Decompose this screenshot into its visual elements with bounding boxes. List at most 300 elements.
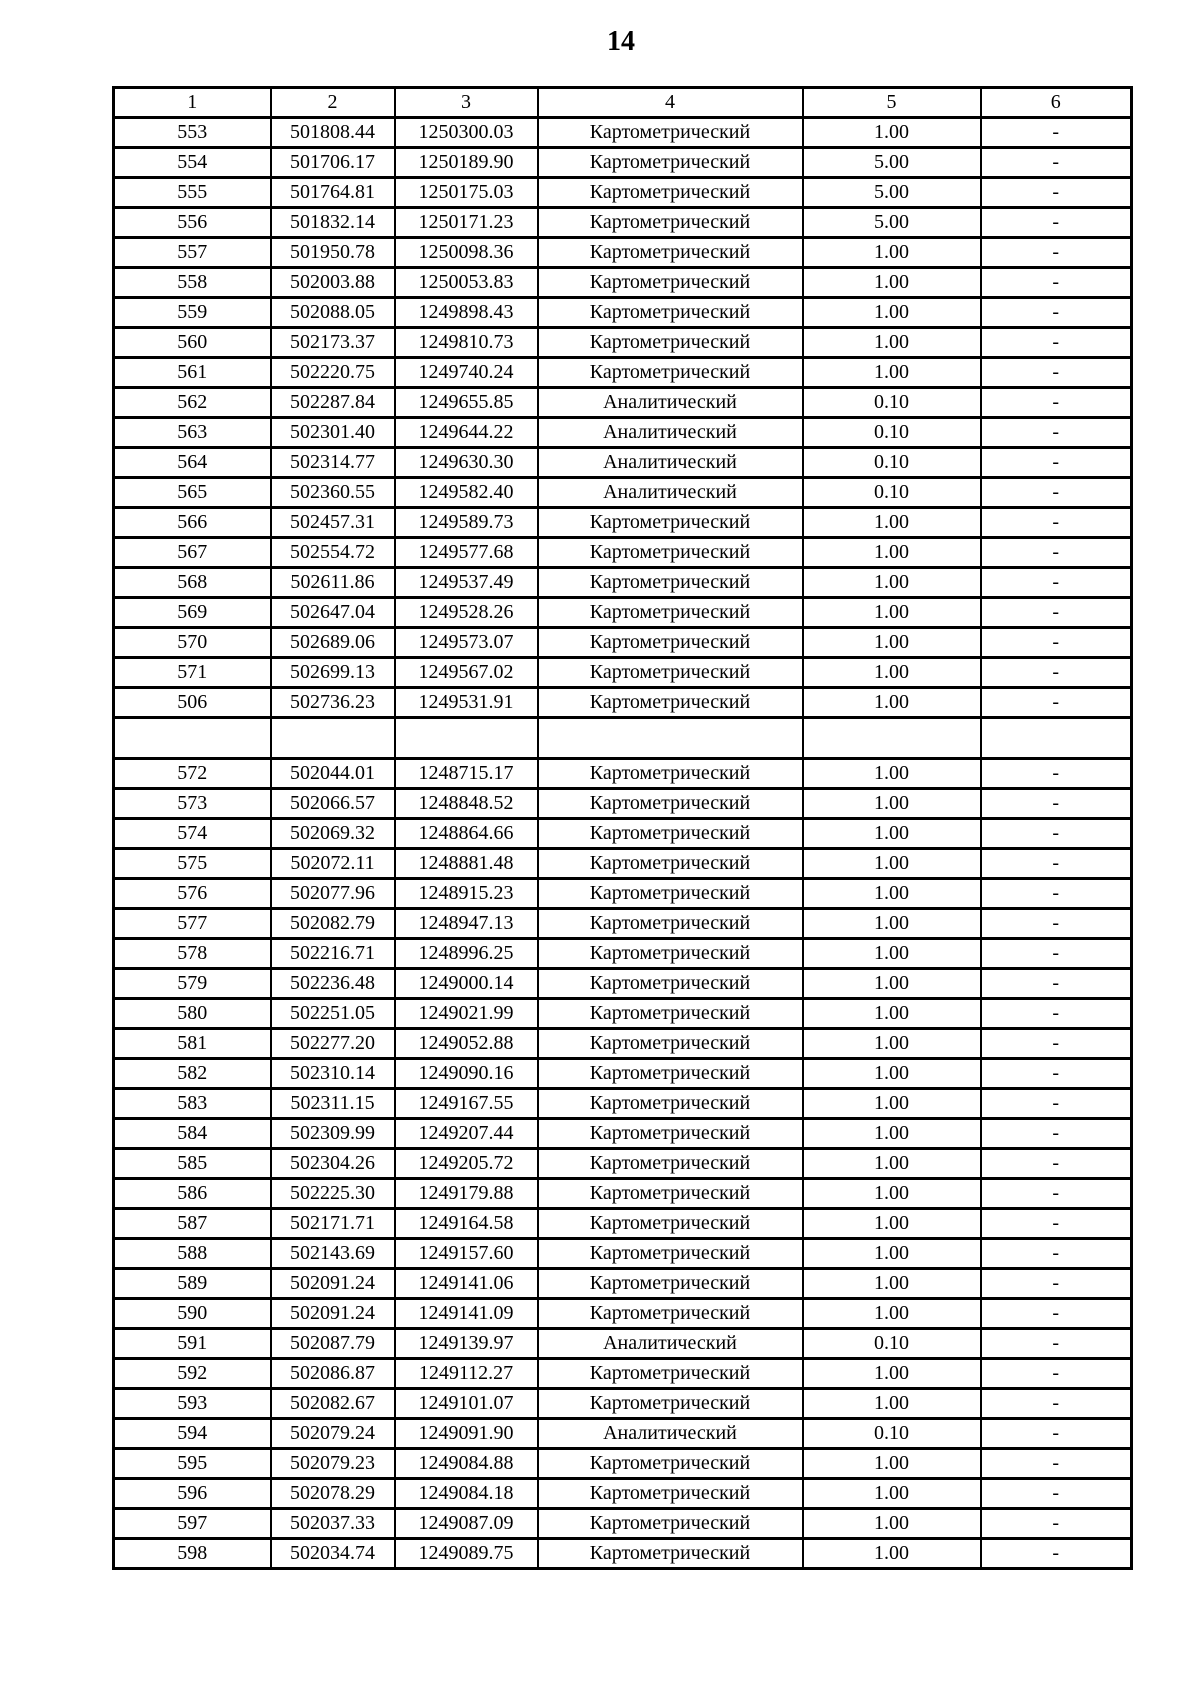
table-cell: 502173.37 [271,328,395,358]
column-header-4: 4 [538,88,803,118]
table-cell: Картометрический [538,568,803,598]
table-cell: 556 [114,208,271,238]
table-row [114,999,1132,1029]
table-cell: 1.00 [803,1449,981,1479]
table-cell: 1.00 [803,328,981,358]
table-cell: Картометрический [538,999,803,1029]
table-cell: - [981,118,1132,148]
table-cell: 584 [114,1119,271,1149]
table-cell: Картометрический [538,508,803,538]
table-cell: 1250189.90 [395,148,538,178]
table-cell: 502277.20 [271,1029,395,1059]
table-row [114,1089,1132,1119]
table-cell: 1249101.07 [395,1389,538,1419]
table-cell: Картометрический [538,939,803,969]
table-cell: 502044.01 [271,759,395,789]
table-cell: 502171.71 [271,1209,395,1239]
table-cell: 1250053.83 [395,268,538,298]
table-cell: 1.00 [803,298,981,328]
table-cell: 585 [114,1149,271,1179]
table-cell: 502069.32 [271,819,395,849]
table-cell: 1249531.91 [395,688,538,718]
table-cell: Картометрический [538,819,803,849]
table-cell: 1.00 [803,909,981,939]
table-cell: Аналитический [538,418,803,448]
table-cell: 592 [114,1359,271,1389]
table-cell: 1.00 [803,1389,981,1419]
table-row [114,658,1132,688]
table-cell: - [981,1029,1132,1059]
table-cell: 1.00 [803,568,981,598]
column-header-3: 3 [395,88,538,118]
table-cell: 5.00 [803,178,981,208]
column-header-1: 1 [114,88,271,118]
table-cell: Картометрический [538,849,803,879]
table-cell: Аналитический [538,1419,803,1449]
table-cell: 1249589.73 [395,508,538,538]
table-cell: 595 [114,1449,271,1479]
table-cell: Картометрический [538,238,803,268]
table-cell: 583 [114,1089,271,1119]
table-cell: 579 [114,969,271,999]
table-cell: - [981,909,1132,939]
table-cell: - [981,538,1132,568]
table-row [114,1449,1132,1479]
table-cell: 501764.81 [271,178,395,208]
table-row [114,789,1132,819]
table-cell: 502003.88 [271,268,395,298]
table-row [114,759,1132,789]
table-cell: - [981,688,1132,718]
table-cell: 1248715.17 [395,759,538,789]
table-cell: Картометрический [538,658,803,688]
table-body [114,118,1132,1569]
table-cell: 1.00 [803,358,981,388]
table-cell: - [981,999,1132,1029]
table-cell: 590 [114,1299,271,1329]
table-row [114,1479,1132,1509]
table-cell: Картометрический [538,1089,803,1119]
table-cell: 559 [114,298,271,328]
table-cell: 568 [114,568,271,598]
table-cell: 587 [114,1209,271,1239]
table-cell: 1.00 [803,508,981,538]
table-cell: 1249141.09 [395,1299,538,1329]
table-cell: Картометрический [538,1299,803,1329]
table-cell: 1.00 [803,879,981,909]
table-cell: 1249528.26 [395,598,538,628]
table-cell: Картометрический [538,598,803,628]
table-cell: 586 [114,1179,271,1209]
table-cell: 598 [114,1539,271,1569]
table-cell: Картометрический [538,879,803,909]
table-cell: 1249090.16 [395,1059,538,1089]
table-cell: 502216.71 [271,939,395,969]
table-cell: 1249084.18 [395,1479,538,1509]
table-cell: Картометрический [538,328,803,358]
table-cell: 1249021.99 [395,999,538,1029]
table-cell: - [981,1509,1132,1539]
table-row [114,1029,1132,1059]
table-cell: 502251.05 [271,999,395,1029]
table-cell: - [981,298,1132,328]
table-cell: - [981,1239,1132,1269]
table-cell: - [981,1539,1132,1569]
table-cell: 502314.77 [271,448,395,478]
table-cell: 0.10 [803,418,981,448]
table-cell: 502079.23 [271,1449,395,1479]
table-cell [114,718,271,759]
table-cell: 502736.23 [271,688,395,718]
table-cell: 1.00 [803,1149,981,1179]
table-cell: 1.00 [803,1179,981,1209]
table-cell: Картометрический [538,118,803,148]
table-cell: 502310.14 [271,1059,395,1089]
table-cell: 1.00 [803,1089,981,1119]
table-cell: 5.00 [803,208,981,238]
table-header-row [114,88,1132,118]
table-cell: 502082.67 [271,1389,395,1419]
table-cell: 575 [114,849,271,879]
table-cell: 1248848.52 [395,789,538,819]
table-cell: 502087.79 [271,1329,395,1359]
table-row [114,1359,1132,1389]
table-cell: 1249630.30 [395,448,538,478]
table-cell: Картометрический [538,268,803,298]
table-row [114,148,1132,178]
table-cell: Картометрический [538,969,803,999]
table-cell [803,718,981,759]
table-row [114,598,1132,628]
table-cell: 502457.31 [271,508,395,538]
table-cell: Картометрический [538,759,803,789]
table-cell: 1250175.03 [395,178,538,208]
table-cell: - [981,628,1132,658]
table-row [114,969,1132,999]
table-cell: 1249655.85 [395,388,538,418]
table-cell: 1249164.58 [395,1209,538,1239]
table-cell: 1.00 [803,1359,981,1389]
table-cell: Картометрический [538,298,803,328]
table-cell: - [981,1389,1132,1419]
table-row [114,238,1132,268]
table-cell: - [981,849,1132,879]
table-cell: Картометрический [538,688,803,718]
table-cell: 1249810.73 [395,328,538,358]
table-cell: 1249167.55 [395,1089,538,1119]
table-cell: - [981,1299,1132,1329]
table-cell: Картометрический [538,1539,803,1569]
table-cell: 1.00 [803,1269,981,1299]
table-row [114,628,1132,658]
table-row [114,1509,1132,1539]
table-cell: 589 [114,1269,271,1299]
table-cell: 1249087.09 [395,1509,538,1539]
table-cell: 0.10 [803,388,981,418]
table-cell: Аналитический [538,478,803,508]
table-row [114,538,1132,568]
table-cell: Аналитический [538,1329,803,1359]
table-cell: Картометрический [538,1029,803,1059]
table-cell: - [981,358,1132,388]
table-cell: 1.00 [803,1029,981,1059]
table-cell: Картометрический [538,358,803,388]
table-cell: 1.00 [803,999,981,1029]
table-cell: - [981,1119,1132,1149]
table-cell: 588 [114,1239,271,1269]
table-cell: 577 [114,909,271,939]
table-row [114,358,1132,388]
table-cell: 502143.69 [271,1239,395,1269]
table-cell: - [981,1059,1132,1089]
table-row [114,1389,1132,1419]
table-cell: - [981,1419,1132,1449]
table-row [114,909,1132,939]
table-cell: 502086.87 [271,1359,395,1389]
table-row [114,478,1132,508]
table-cell [538,718,803,759]
table-row [114,1269,1132,1299]
table-cell: - [981,789,1132,819]
table-cell: 1250300.03 [395,118,538,148]
column-header-6: 6 [981,88,1132,118]
table-cell: 502091.24 [271,1269,395,1299]
table-cell: - [981,939,1132,969]
table-cell: 502236.48 [271,969,395,999]
table-cell: Картометрический [538,1449,803,1479]
table-cell: 564 [114,448,271,478]
table-cell: - [981,658,1132,688]
table-cell: 554 [114,148,271,178]
table-cell: Аналитический [538,388,803,418]
table-cell: 578 [114,939,271,969]
table-cell: 582 [114,1059,271,1089]
table-cell: 1.00 [803,1299,981,1329]
table-cell: 1.00 [803,1059,981,1089]
table-cell: 1249084.88 [395,1449,538,1479]
table-row [114,1119,1132,1149]
table-cell: 1249141.06 [395,1269,538,1299]
table-cell: 502301.40 [271,418,395,448]
table-cell: Картометрический [538,1269,803,1299]
table-cell: - [981,178,1132,208]
table-cell: - [981,759,1132,789]
table-row [114,208,1132,238]
table-cell: 1.00 [803,658,981,688]
table-cell: 558 [114,268,271,298]
table-cell: 574 [114,819,271,849]
table-cell: 1.00 [803,118,981,148]
table-cell: - [981,969,1132,999]
table-cell: 1249052.88 [395,1029,538,1059]
table-cell: Картометрический [538,208,803,238]
page-number: 14 [607,26,635,57]
table-cell: 573 [114,789,271,819]
table-cell: 1.00 [803,598,981,628]
table-cell: 1249112.27 [395,1359,538,1389]
table-cell: 502689.06 [271,628,395,658]
table-cell: 572 [114,759,271,789]
table-cell: 1.00 [803,1479,981,1509]
table-cell: Картометрический [538,1119,803,1149]
table-cell: 1248915.23 [395,879,538,909]
table-cell: - [981,388,1132,418]
table-cell: - [981,418,1132,448]
table-row [114,688,1132,718]
table-cell: 1249205.72 [395,1149,538,1179]
table-cell: 502037.33 [271,1509,395,1539]
table-cell: 502091.24 [271,1299,395,1329]
table-cell: 1249139.97 [395,1329,538,1359]
table-cell: 502554.72 [271,538,395,568]
table-cell: 560 [114,328,271,358]
table-cell: - [981,1449,1132,1479]
table-row [114,819,1132,849]
table-cell: Картометрический [538,1059,803,1089]
table-cell: 1249091.90 [395,1419,538,1449]
table-cell: - [981,508,1132,538]
table-cell: 1248881.48 [395,849,538,879]
table-cell: 581 [114,1029,271,1059]
table-cell: 1.00 [803,939,981,969]
table-cell: 1248996.25 [395,939,538,969]
table-cell: 576 [114,879,271,909]
table-cell: 567 [114,538,271,568]
table-cell: - [981,598,1132,628]
table-cell: 597 [114,1509,271,1539]
table-cell: 1.00 [803,538,981,568]
table-cell: 562 [114,388,271,418]
table-cell: 0.10 [803,448,981,478]
table-cell: - [981,148,1132,178]
table-cell: - [981,268,1132,298]
table-cell: 1249567.02 [395,658,538,688]
table-cell: 502304.26 [271,1149,395,1179]
table-cell: 502088.05 [271,298,395,328]
table-row [114,849,1132,879]
table-cell: 593 [114,1389,271,1419]
table-cell: 1249898.43 [395,298,538,328]
table-row [114,568,1132,598]
table-cell: 1248947.13 [395,909,538,939]
table-cell: Картометрический [538,1389,803,1419]
table-cell: 1249000.14 [395,969,538,999]
table-cell: 1249179.88 [395,1179,538,1209]
table-cell: 502309.99 [271,1119,395,1149]
table-row [114,328,1132,358]
table-cell: 563 [114,418,271,448]
table-cell [271,718,395,759]
table-row [114,118,1132,148]
table-cell: 571 [114,658,271,688]
table-cell: Картометрический [538,1359,803,1389]
table-cell: 5.00 [803,148,981,178]
table-row [114,1539,1132,1569]
table-cell: 565 [114,478,271,508]
table-cell: - [981,1269,1132,1299]
table-row [114,298,1132,328]
table-cell: 0.10 [803,478,981,508]
table-cell: 502066.57 [271,789,395,819]
table-cell: 502360.55 [271,478,395,508]
table-row [114,1059,1132,1089]
table-row [114,1209,1132,1239]
table-cell: 1.00 [803,1539,981,1569]
table-cell: 1.00 [803,1509,981,1539]
column-header-2: 2 [271,88,395,118]
table-row [114,1239,1132,1269]
table-cell: 1.00 [803,238,981,268]
table-cell: 555 [114,178,271,208]
table-cell: 1.00 [803,969,981,999]
table-cell: 506 [114,688,271,718]
table-cell: 0.10 [803,1329,981,1359]
table-cell: 502034.74 [271,1539,395,1569]
table-cell: 502699.13 [271,658,395,688]
table-row [114,879,1132,909]
table-row [114,1299,1132,1329]
table-cell: 1.00 [803,1239,981,1269]
table-cell: - [981,1359,1132,1389]
table-cell: 557 [114,238,271,268]
table-cell: 1249207.44 [395,1119,538,1149]
table-cell [981,718,1132,759]
table-cell: 501832.14 [271,208,395,238]
table-cell: 502225.30 [271,1179,395,1209]
table-cell: 1.00 [803,628,981,658]
table-cell [395,718,538,759]
table-cell: - [981,1329,1132,1359]
table-cell: 1.00 [803,268,981,298]
table-cell: 1.00 [803,1209,981,1239]
table-cell: 1250171.23 [395,208,538,238]
table-cell: 502647.04 [271,598,395,628]
table-cell: 502072.11 [271,849,395,879]
table-cell: 1.00 [803,849,981,879]
table-cell: - [981,328,1132,358]
table-cell: 502311.15 [271,1089,395,1119]
table-cell: Картометрический [538,909,803,939]
table-cell: Картометрический [538,628,803,658]
table-row [114,448,1132,478]
table-cell: 591 [114,1329,271,1359]
coordinates-table [112,86,1133,1570]
table-row [114,1179,1132,1209]
table-cell: 1.00 [803,688,981,718]
table-row [114,178,1132,208]
table-cell: 1249582.40 [395,478,538,508]
table-cell: 1249573.07 [395,628,538,658]
table-cell: 570 [114,628,271,658]
table-row [114,939,1132,969]
table-cell: 1248864.66 [395,819,538,849]
table-cell: 596 [114,1479,271,1509]
table-cell: 502082.79 [271,909,395,939]
table-cell: Картометрический [538,148,803,178]
table-cell: 502611.86 [271,568,395,598]
table-cell: 1249537.49 [395,568,538,598]
table-cell: 1249089.75 [395,1539,538,1569]
table-row [114,1329,1132,1359]
table-cell: Картометрический [538,178,803,208]
table-cell: 501808.44 [271,118,395,148]
table-cell: 1.00 [803,819,981,849]
table-cell: 501950.78 [271,238,395,268]
table-cell: 1249740.24 [395,358,538,388]
table-cell: Картометрический [538,1149,803,1179]
table-cell: - [981,448,1132,478]
table-cell: - [981,478,1132,508]
